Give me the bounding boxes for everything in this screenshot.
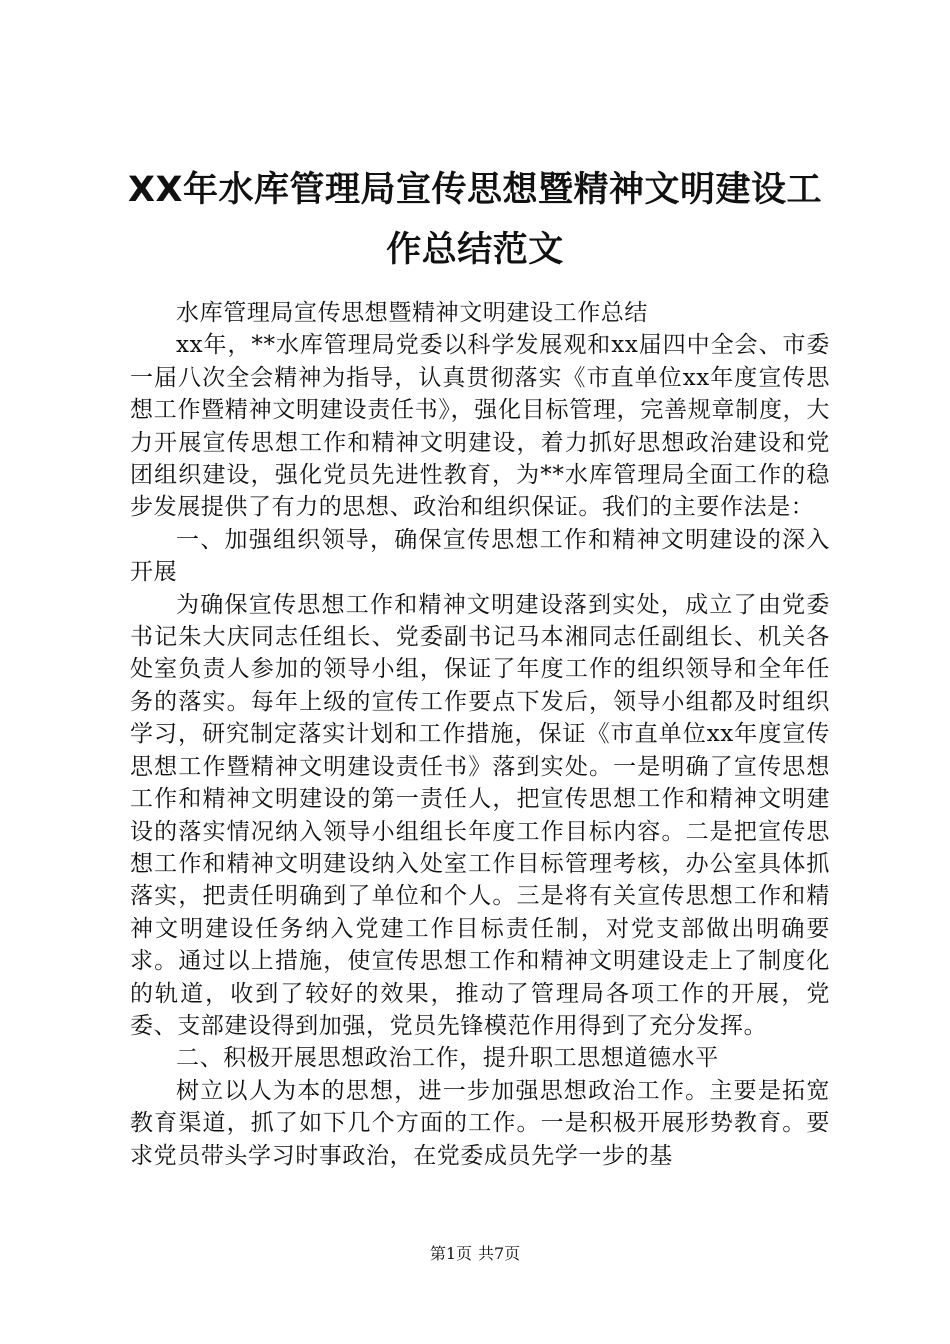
title-line-2: 作总结范文 (386, 230, 564, 270)
section-heading-1: 一、加强组织领导，确保宣传思想工作和精神文明建设的深入开展 (130, 526, 830, 586)
section-heading-2: 二、积极开展思想政治工作，提升职工思想道德水平 (176, 1045, 719, 1072)
paragraph-section-1: 为确保宣传思想工作和精神文明建设落到实处，成立了由党委书记朱大庆同志任组长、党委副书记马本湘同志任副组长、机关各处室负责人参加的领导小组，保证了年度工作的组织领导和全年任务的落实。每年上级的宣传工作要点下发后，领导小组都及时组织学习，研究制定落实计划和工作措施，保证《市直单位xx年度宣传思想工作暨精神文明建设责任书》落到实处。一是明确了宣传思想工作和精神文明建设的第一责任人，把宣传思想工作和精神文明建设的落实情况纳入领导小组组长年度工作目标内容。二是把宣传思想工作和精神文明建设纳入处室工作目标管理考核，办公室具体抓落实，把责任明确到了单位和个人。三是将有关宣传思想工作和精神文明建设任务纳入党建工作目标责任制，对党支部做出明确要求。通过以上措施，使宣传思想工作和精神文明建设走上了制度化的轨道，收到了较好的效果，推动了管理局各项工作的开展，党委、支部建设得到加强，党员先锋模范作用得到了充分发挥。 (130, 591, 830, 1039)
paragraph-section-2: 树立以人为本的思想，进一步加强思想政治工作。主要是拓宽教育渠道，抓了如下几个方面的工作。一是积极开展形势教育。要求党员带头学习时事政治，在党委成员先学一步的基 (130, 1077, 830, 1169)
document-title (120, 160, 830, 280)
page-footer (0, 1243, 950, 1265)
title-line-1: XX年水库管理局宣传思想暨精神文明建设工 (128, 170, 822, 210)
paragraph-subtitle: 水库管理局宣传思想暨精神文明建设工作总结 (176, 300, 648, 326)
paragraph-intro: xx年，**水库管理局党委以科学发展观和xx届四中全会、市委一届八次全会精神为指导，认真贯彻落实《市直单位xx年度宣传思想工作暨精神文明建设责任书》，强化目标管理，完善规章制度，大力开展宣传思想工作和精神文明建设，着力抓好思想政治建设和党团组织建设，强化党员先进性教育，为**水库管理局全面工作的稳步发展提供了有力的思想、政治和组织保证。我们的主要作法是： (130, 332, 830, 521)
page-total: 共7页 (478, 1244, 521, 1263)
page-number: 第1页 (429, 1244, 472, 1263)
document-body (130, 297, 830, 1172)
